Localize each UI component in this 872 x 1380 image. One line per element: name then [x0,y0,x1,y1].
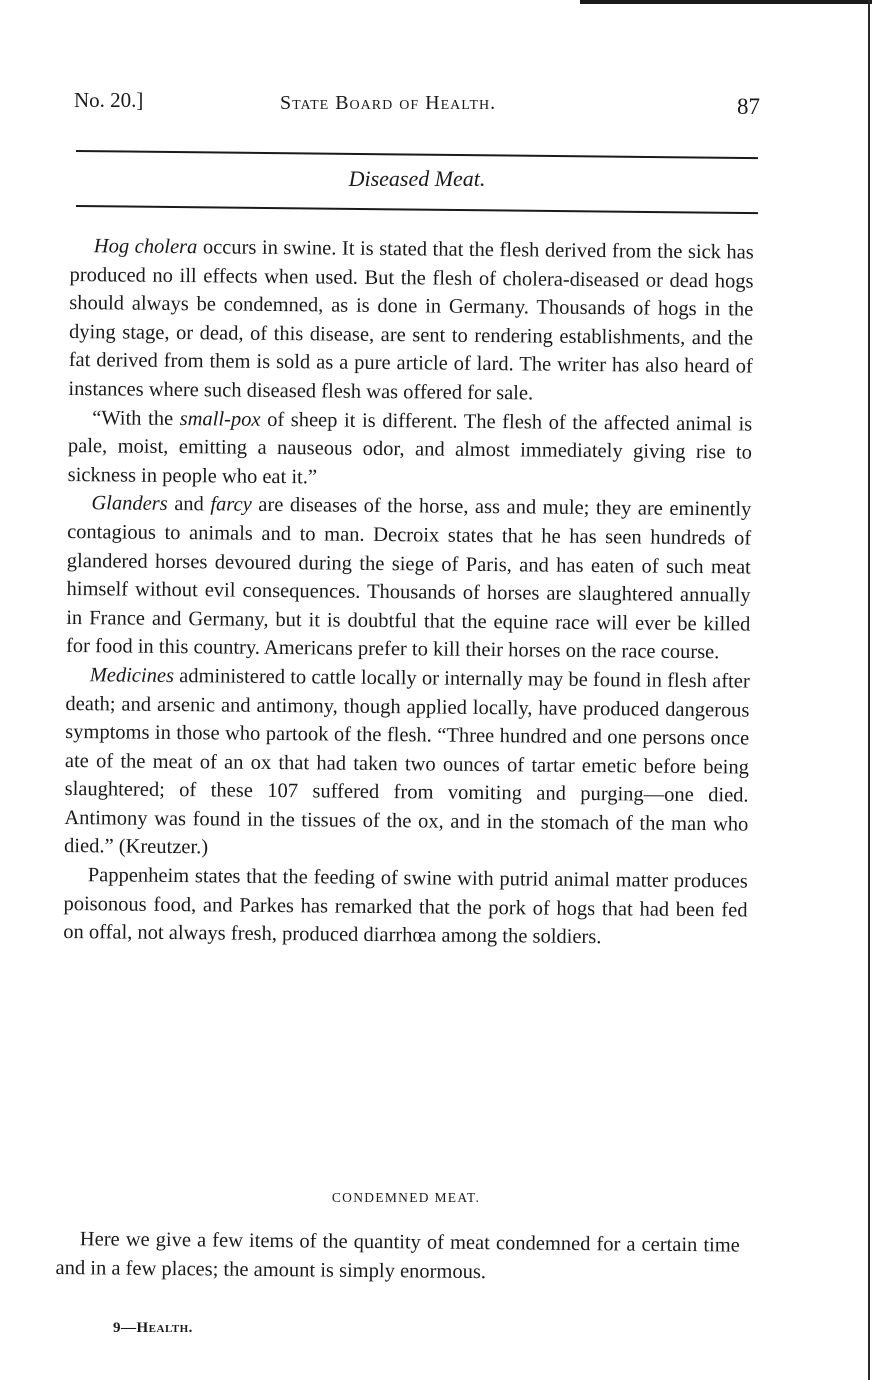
running-head [74,86,760,119]
section-title: Diseased Meat. [348,166,486,191]
term-hog-cholera: Hog cholera [93,235,198,259]
paragraph-small-pox: “With the small-pox of sheep it is different. The flesh of the affected animal is pale, moist, emitting a nauseous odor, and almost immediately giving rise to sickness in people who eat it.” [67,406,753,489]
header-rule-top [76,150,758,159]
paragraph-medicines: Medicines administered to cattle locally or internally may be found in flesh after death; and arsenic and antimony, though applied locally, have produced dangerous symptoms in those who partook of the flesh. “Three hundred and one persons once ate of the meat of an ox that had taken two ounces of tartar emetic before being slaughtered; of these 107 suffered from vomiting and purging—one died. Antimony was found in the tissues of the ox, and in the stomach of the man who died.” (Kreutzer.) [63,664,750,859]
paragraph-condemned: Here we give a few items of the quantity of meat condemned for a certain time and in a few places; the amount is simply enormous. [55,1228,740,1283]
page-edge [868,0,870,1380]
page-number: 87 [737,94,760,119]
subheading-condemned-meat: CONDEMNED MEAT. [331,1190,481,1205]
document-number: No. 20.] [74,88,144,112]
body-text [63,232,754,953]
term-farcy: farcy [210,493,252,517]
publication-title: State Board of Health. [280,92,497,114]
header-rule-bottom [76,205,758,214]
paragraph-pappenheim: Pappenheim states that the feeding of swine with putrid animal matter produces poisonous food, and Parkes has remarked that the pork of hogs that had been fed on offal, not always fresh, produced diarrhœa among the soldiers. [63,864,748,949]
term-medicines: Medicines [89,664,175,687]
paragraph-glanders: Glanders and farcy are diseases of the horse, ass and mule; they are eminently contagious to animals and to man. Decroix states that he has seen hundreds of glandered horses devoured during the siege of Paris, and has eaten of such meat himself without evil consequences. Thousands of horses are slaughtered annually in France and Germany, but it is doubtful that the equine race will ever be killed for food in this country. Americans prefer to kill their horses on the race course. [65,492,752,664]
signature-mark: 9—Health. [113,1320,193,1336]
term-small-pox: small-pox [179,407,261,431]
closing-text [55,1225,740,1289]
top-edge-rule [580,0,872,4]
paragraph-hog-cholera: Hog cholera occurs in swine. It is stated that the flesh derived from the sick has produced no ill effects when used. But the flesh of cholera-diseased or dead hogs should always be condemned, as is done in Germany. Thousands of hogs in the dying stage, or dead, of this disease, are sent to rendering establishments, and the fat derived from them is sold as a pure article of lard. The writer has also heard of instances where such diseased flesh was offered for sale. [68,235,754,405]
term-glanders: Glanders [91,492,168,516]
